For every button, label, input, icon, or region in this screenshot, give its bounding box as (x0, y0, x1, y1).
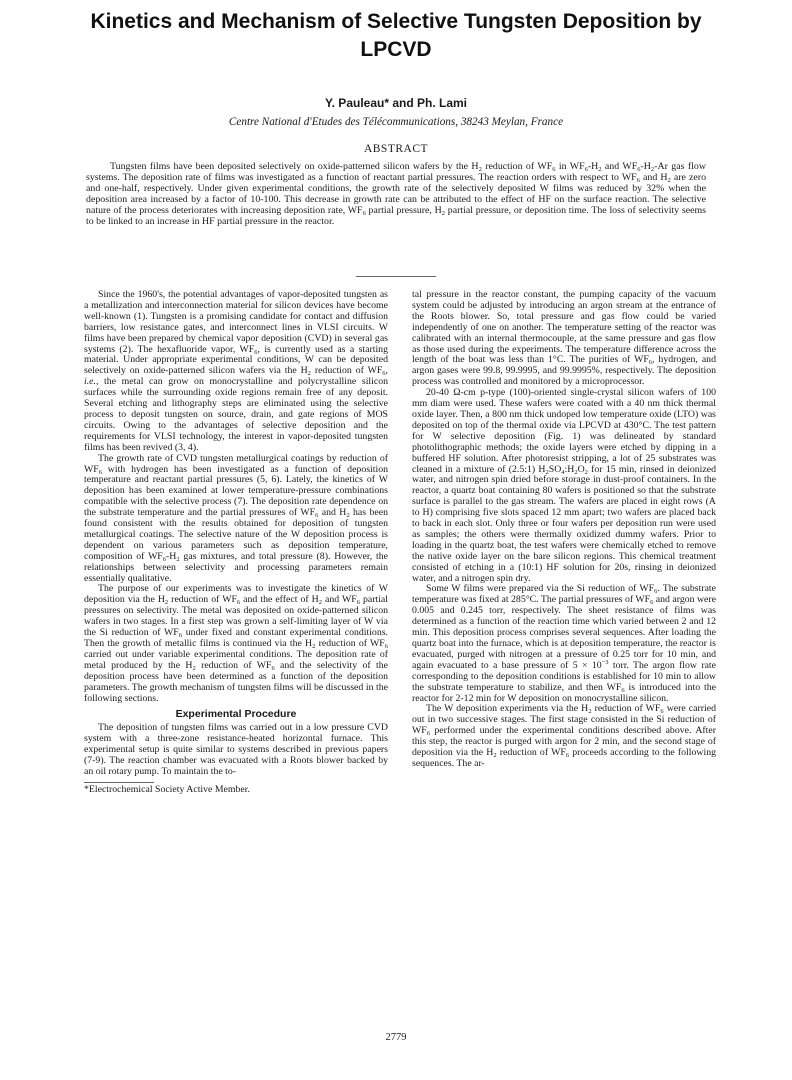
page-number: 2779 (385, 1032, 407, 1043)
abstract-heading: ABSTRACT (363, 143, 429, 155)
footnote-divider (84, 782, 154, 783)
abstract-divider (356, 276, 436, 277)
left-column (84, 290, 388, 796)
section-heading: Experimental Procedure (175, 708, 297, 721)
body-paragraph: 20-40 Ω-cm p-type (100)-oriented single-crystal silicon wafers of 100 mm diam were used. These wafers were coated with a 40 nm thick thermal oxide layer. Then, a 800 nm thick undoped low temperature oxide (LTO) was deposited on top of the thermal oxide via LPCVD at 430°C. The test pattern for W selective deposition (Fig. 1) was delineated by standard photolithographic methods; the oxide layers were etched by dipping in a buffered HF solution. After photoresist stripping, a lot of 25 substrates was cleaned in a mixture of (2.5:1) $H_2SO_4:H_2O_2$ for 15 min, rinsed in deionized water, and nitrogen spin dried before storage in dust-proof containers. In the reactor, a quartz boat containing 80 wafers is positioned so that the substrate surface is parallel to the gas stream. The wafers are placed in eight rows (A to H) comprising five slots spaced 12 mm apart; two wafers are placed back to back in each slot. Only three or four wafers per deposition run were used as samples; the others were thermally oxidized dummy wafers. Prior to loading in the quartz boat, the test wafers were chemically etched to remove the native oxide layer on the bare silicon regions. This chemical treatment consisted of etching in a (10:1) HF solution for 20s, rinsing in deionized water, and a nitrogen spin dry. (412, 387, 716, 584)
body-paragraph: The deposition of tungsten films was carried out in a low pressure CVD system with a three-zone resistance-heated horizontal furnace. This experimental setup is quite similar to systems described in previous papers (7-9). The reaction chamber was evacuated with a Roots blower backed by an oil rotary pump. To maintain the to- (84, 722, 388, 778)
body-paragraph: tal pressure in the reactor constant, the pumping capacity of the vacuum system could be adjusted by introducing an argon stream at the entrance of the Roots blower. So, total pressure and gas flow could be varied independently of one on another. The temperature setting of the reactor was calibrated with an internal thermocouple, at the same pressure and gas flow as those used during the experiments. The temperature difference across the length of the boat was less than 1°C. The purities of $WF_6$, hydrogen, and argon gases were 99.8, 99.9995, and 99.9995%, respectively. The deposition process was controlled and monitored by a microprocessor. (412, 289, 716, 388)
body-paragraph: Since the 1960's, the potential advantages of vapor-deposited tungsten as a metallization and interconnection material for silicon devices have become well-known (1). Tungsten is a promising candidate for contact and diffusion barriers, low resistance gates, and interconnect lines in VLSI circuits. W films have been prepared by chemical vapor deposition (CVD) in several gas systems (2). The hexafluoride vapor, $WF_6$, is currently used as a starting material. Under appropriate experimental conditions, W can be deposited selectively on oxide-patterned silicon wafers via the $H_2$ reduction of $WF_6$, i.e., the metal can grow on monocrystalline and polycrystalline silicon surfaces while the surrounding oxide regions remain free of any deposit. Several etching and lithography steps are eliminated using the selective process to deposit tungsten on source, drain, and gate regions of MOS circuits. Owing to the advantages of selective deposition and the requirements for VLSI technology, the interest in vapor-deposited tungsten films has been revived (3, 4). (84, 289, 388, 453)
paper-affiliation: Centre National d'Etudes des Télécommunications, 38243 Meylan, France (228, 116, 564, 128)
body-paragraph: The growth rate of CVD tungsten metallurgical coatings by reduction of $WF_6$ with hydrogen has been investigated as a function of deposition temperature and reactant partial pressures (5, 6). Lately, the kinetics of W deposition has been examined at lower temperature-pressure combinations compatible with the selective process (7). The deposition rate dependence on the substrate temperature and the partial pressures of $WF_6$ and $H_2$ has been found consistent with the results obtained for deposition of tungsten metallurgical coatings. The selective nature of the W deposition process is dependent on various parameters such as deposition temperature, composition of $WF_6-H_2$ gas mixtures, and total pressure (8). However, the relationships between selectivity and processing parameters remain essentially qualitative. (84, 452, 388, 584)
body-paragraph: Some W films were prepared via the Si reduction of $WF_6$. The substrate temperature was fixed at 285°C. The partial pressures of $WF_6$ and argon were 0.005 and 0.245 torr, respectively. The sheet resistance of films was determined as a function of the reaction time which varied between 2 and 12 min. This deposition process comprises several sequences. After loading the quartz boat into the furnace, which is at deposition temperature, the reactor is evacuated, purged with nitrogen at a pressure of 0.25 torr for 10 min, and again evacuated to a base pressure of $5 \times 10^{-3}$ torr. The argon flow rate corresponding to the deposition conditions is established for 10 min to allow the substrate temperature to stabilize, and then $WF_6$ is introduced into the reactor for 2-12 min for W deposition on monocrystalline silicon. (412, 583, 717, 704)
paper-authors: Y. Pauleau* and Ph. Lami (324, 96, 468, 110)
body-paragraph: The purpose of our experiments was to investigate the kinetics of W deposition via the $H_2$ reduction of $WF_6$ and the effect of $H_2$ and $WF_6$ partial pressures on selectivity. The metal was deposited on oxide-patterned silicon wafers in two stages. In a first step was grown a self-limiting layer of W via the Si reduction of $WF_6$ under fixed and constant experimental conditions. Then the growth of metallic films is continued via the $H_2$ reduction of $WF_6$ carried out under variable experimental conditions. The deposition rate of metal produced by the $H_2$ reduction of $WF_6$ and the selectivity of the deposition process have been determined as a function of the deposition parameters. The growth mechanism of tungsten films will be discussed in the following sections. (84, 583, 388, 704)
body-paragraph: The W deposition experiments via the $H_2$ reduction of $WF_6$ were carried out in two successive stages. The first stage consisted in the Si reduction of $WF_6$ performed under the experimental conditions described above. After this step, the reactor is purged with argon for 2 min, and the second stage of deposition via the $H_2$ reduction of $WF_6$ proceeds according to the following sequences. The ar- (412, 703, 717, 769)
footnote: *Electrochemical Society Active Member. (84, 783, 250, 795)
paper-title: Kinetics and Mechanism of Selective Tungsten Deposition by LPCVD (90, 10, 702, 61)
right-column (412, 290, 716, 770)
abstract-text: Tungsten films have been deposited selectively on oxide-patterned silicon wafers by the $H_2$ reduction of $WF_6$ in $WF_6-H_2$ and $WF_6-H_2-Ar$ gas flow systems. The deposition rate of films was investigated as a function of reactant partial pressures. The reaction orders with respect to $WF_6$ and $H_2$ are zero and one-half, respectively. Under given experimental conditions, the growth rate of the selectively deposited W films was reduced by 32% when the deposition area increased by a factor of 10-100. This decrease in growth rate can be attributed to the effect of HF on the surface reaction. The selective nature of the process deteriorates with increasing deposition rate, $WF_6$ partial pressure, $H_2$ partial pressure, or deposition time. The loss of selectivity seems to be linked to an increase in HF partial pressure in the reactor. (86, 161, 707, 227)
